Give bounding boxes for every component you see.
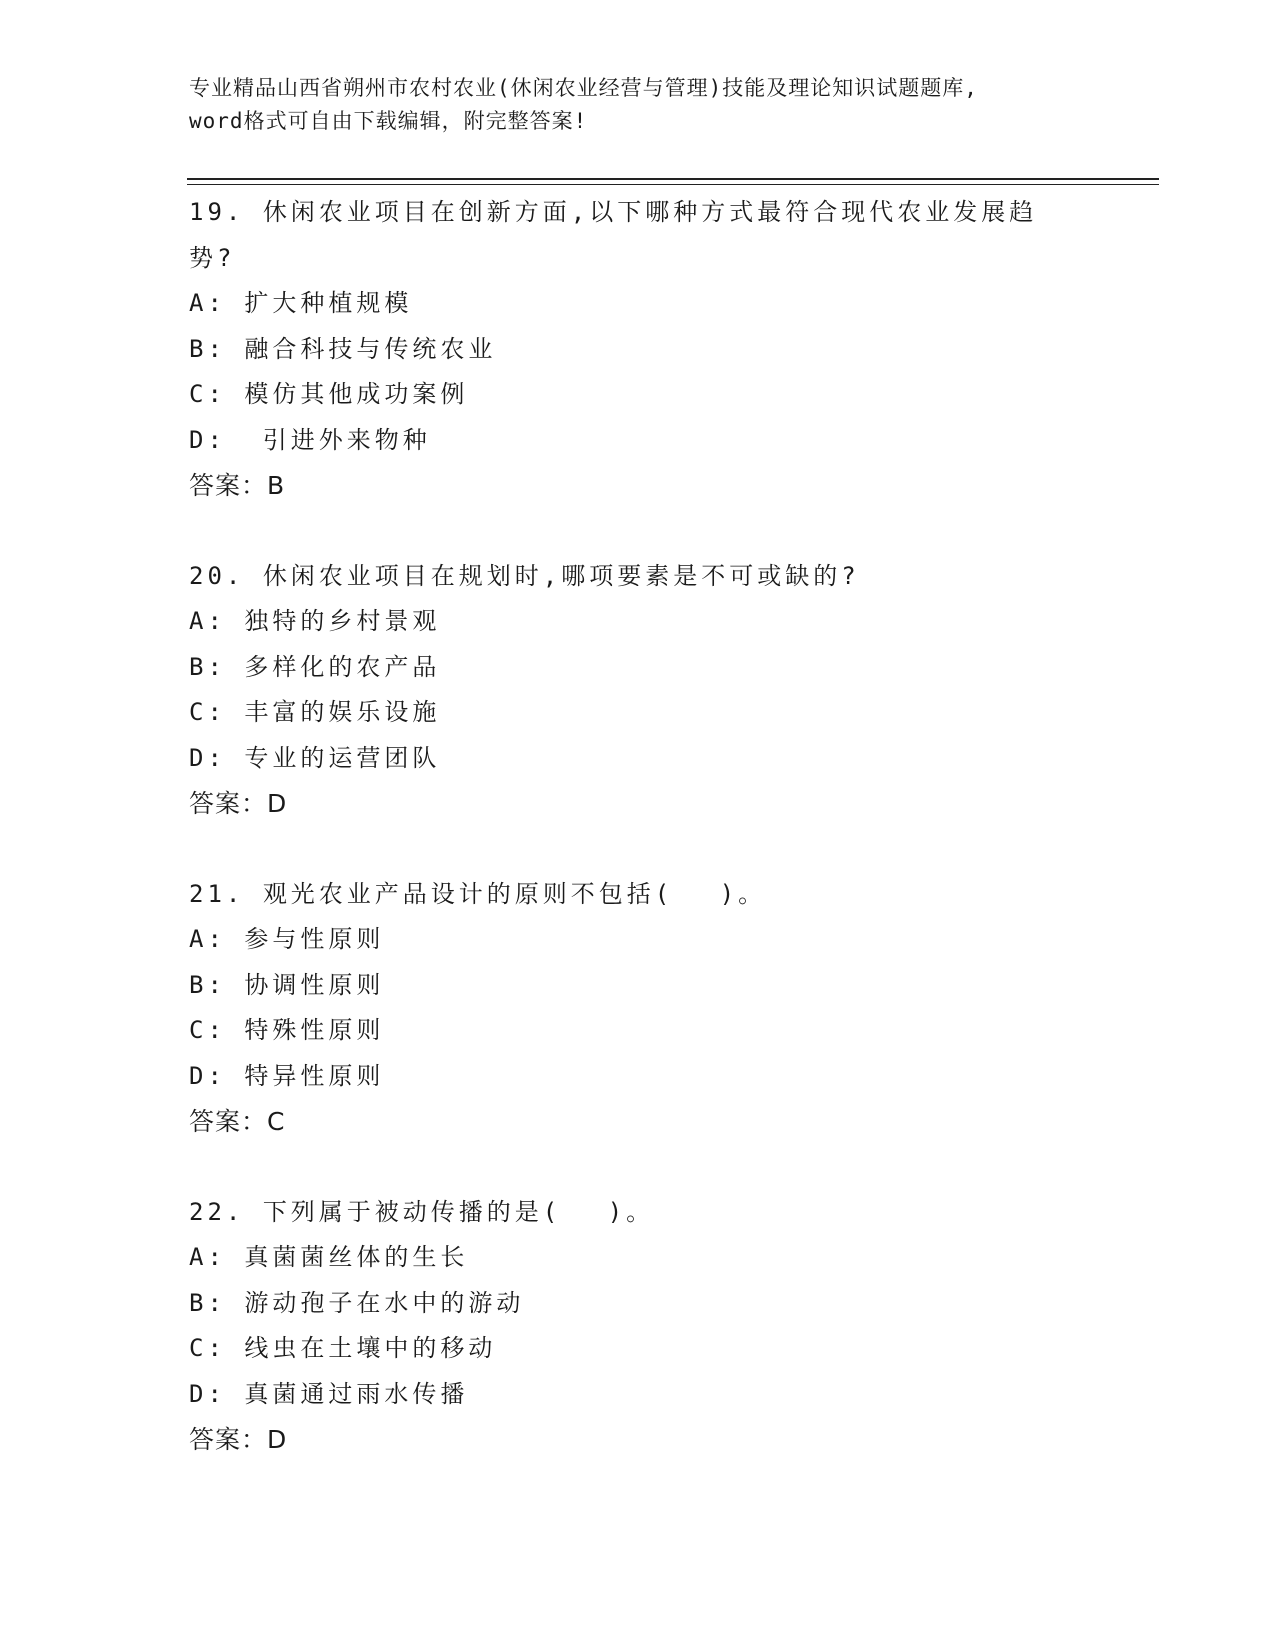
option-d [189, 418, 1089, 464]
option-d [189, 1054, 1089, 1100]
option-text: 特殊性原则 [244, 1016, 385, 1044]
option-b [189, 963, 1089, 1009]
option-a [189, 1235, 1089, 1281]
option-text: 真菌通过雨水传播 [244, 1379, 469, 1408]
option-label: D: [189, 1061, 226, 1090]
option-label: B: [189, 652, 226, 681]
question-21 [189, 872, 1089, 1145]
option-d [189, 736, 1089, 782]
option-d [189, 1372, 1089, 1418]
option-text: 特异性原则 [244, 1061, 385, 1090]
question-stem [189, 872, 1079, 918]
question-text: 休闲农业项目在创新方面,以下哪种方式最符合现代农业发展趋势? [189, 198, 1038, 272]
option-label: A: [189, 1243, 226, 1271]
option-text: 真菌菌丝体的生长 [244, 1243, 469, 1271]
option-text: 引进外来物种 [244, 425, 431, 454]
option-b [189, 1281, 1089, 1327]
question-number: 19. [189, 198, 245, 226]
option-c [189, 1008, 1089, 1054]
option-label: C: [189, 698, 226, 726]
option-label: A: [189, 607, 226, 635]
question-number: 21. [189, 879, 245, 908]
answer-line [189, 781, 1089, 827]
question-number: 22. [189, 1197, 245, 1226]
option-label: B: [189, 334, 226, 363]
question-19 [189, 190, 1089, 509]
answer-label: 答案： [189, 471, 268, 500]
option-label: B: [189, 970, 226, 999]
option-text: 扩大种植规模 [244, 289, 413, 317]
option-text: 丰富的娱乐设施 [244, 698, 441, 726]
option-text: 融合科技与传统农业 [244, 334, 497, 363]
option-text: 独特的乡村景观 [244, 607, 441, 635]
question-text: 观光农业产品设计的原则不包括( )。 [262, 879, 767, 908]
header-divider-bottom [187, 184, 1159, 185]
option-b [189, 327, 1089, 373]
option-text: 协调性原则 [244, 970, 385, 999]
option-label: A: [189, 925, 226, 953]
option-label: C: [189, 1334, 226, 1362]
option-label: B: [189, 1288, 226, 1317]
option-c [189, 1326, 1089, 1372]
answer-label: 答案： [189, 1425, 268, 1454]
option-b [189, 645, 1089, 691]
question-number: 20. [189, 561, 245, 590]
option-c [189, 372, 1089, 418]
question-text: 休闲农业项目在规划时,哪项要素是不可或缺的? [262, 561, 860, 590]
option-label: D: [189, 425, 226, 454]
option-label: D: [189, 743, 226, 772]
question-20 [189, 554, 1089, 827]
header-line-1: 专业精品山西省朔州市农村农业(休闲农业经营与管理)技能及理论知识试题题库, [189, 76, 978, 100]
option-text: 专业的运营团队 [244, 743, 441, 772]
question-text: 下列属于被动传播的是( )。 [262, 1197, 655, 1226]
option-text: 游动孢子在水中的游动 [244, 1288, 525, 1317]
answer-value: B [267, 471, 286, 500]
answer-label: 答案： [189, 1107, 268, 1136]
answer-line [189, 1099, 1089, 1145]
answer-line [189, 1417, 1089, 1463]
answer-value: D [267, 1425, 288, 1454]
answer-value: D [267, 789, 288, 818]
option-label: A: [189, 289, 226, 317]
answer-value: C [267, 1107, 286, 1136]
document-header [189, 72, 1089, 138]
question-stem [189, 190, 1079, 281]
option-a [189, 599, 1089, 645]
question-22 [189, 1190, 1089, 1463]
question-stem [189, 1190, 1079, 1236]
option-label: D: [189, 1379, 226, 1408]
option-text: 多样化的农产品 [244, 652, 441, 681]
option-label: C: [189, 1016, 226, 1044]
option-text: 模仿其他成功案例 [244, 380, 469, 408]
option-c [189, 690, 1089, 736]
option-a [189, 281, 1089, 327]
header-divider-top [187, 178, 1159, 180]
answer-label: 答案： [189, 789, 268, 818]
option-label: C: [189, 380, 226, 408]
option-a [189, 917, 1089, 963]
answer-line [189, 463, 1089, 509]
option-text: 参与性原则 [244, 925, 385, 953]
question-list [189, 190, 1089, 1508]
header-line-2: word格式可自由下载编辑，附完整答案! [189, 109, 588, 133]
question-stem [189, 554, 1079, 600]
option-text: 线虫在土壤中的移动 [244, 1334, 497, 1362]
